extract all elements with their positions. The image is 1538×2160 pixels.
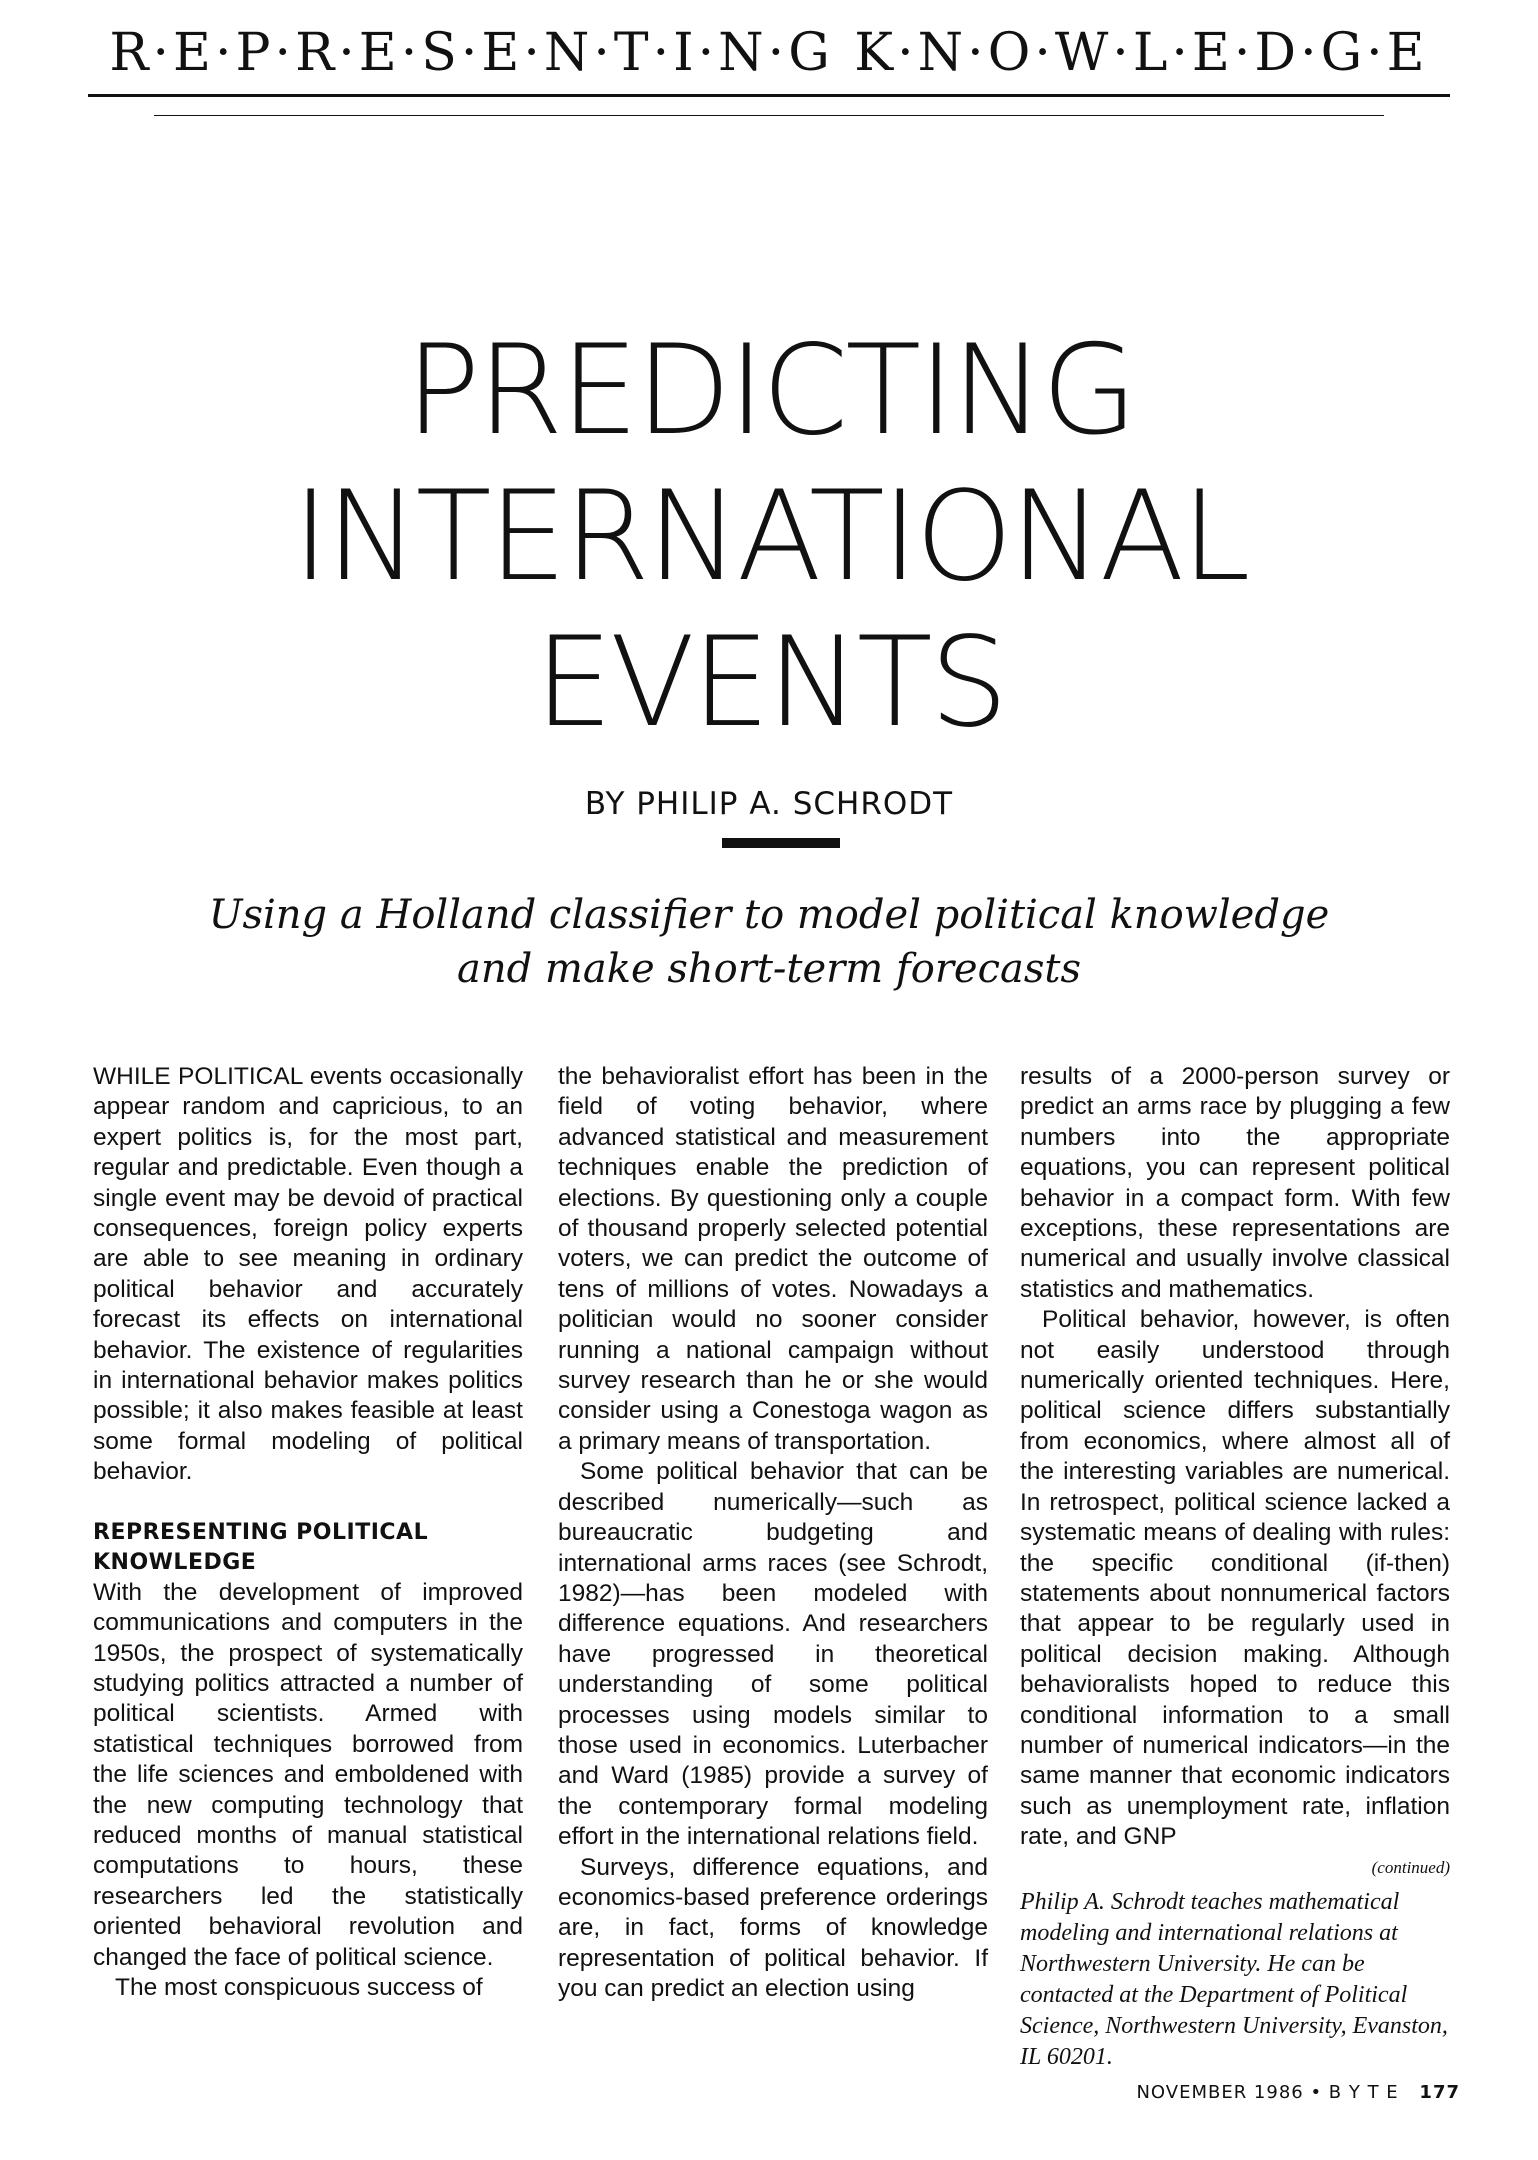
issue-label: NOVEMBER 1986 • B Y T E — [1136, 2082, 1399, 2103]
headline-line-3: EVENTS — [534, 611, 1006, 755]
paragraph: The most conspicuous success of — [115, 1973, 483, 2001]
paragraph: Political behavior, however, is often not easily understood through numerically oriented techniques. Here, political science differs substantially from economics, where almost all of the interesting variables are numerical. In retrospect, political science lacked a systematic means of dealing with rules: the specific conditional (if-then) statements about nonnumerical factors that appear to be regularly used in political decision making. Although behavioralists hoped to reduce this conditional information to a small number of numerical indicators—in the same manner that economic indicators such as unemployment rate, inflation rate, and GNP — [1020, 1306, 1450, 1851]
paragraph: Surveys, difference equations, and economics-based preference orderings are, in fact, forms of knowledge representation of political behavior. If you can predict an election using — [558, 1853, 988, 2003]
paragraph: results of a 2000-person survey or predict an arms race by plugging a few numbers into the appropriate equations, you can represent political behavior in a compact form. With few exceptions, these representations are numerical and usually involve classical statistics and mathematics. — [1020, 1063, 1450, 1303]
body-column-2 — [558, 1062, 988, 2005]
article-deck — [130, 888, 1408, 996]
continued-note: (continued) — [1371, 1857, 1450, 1877]
paragraph: With the development of improved communications and computers in the 1950s, the prospect of systematically studying politics attracted a number of political scientists. Armed with statistical techniques borrowed from the life sciences and emboldened with the new computing technology that reduced months of manual statistical computations to hours, these researchers led the statistically oriented behavioral revolution and changed the face of political science. — [93, 1578, 523, 1971]
body-column-3 — [1020, 1062, 1450, 2073]
header-rule-thin — [154, 115, 1384, 116]
headline-line-1: PREDICTING — [405, 319, 1135, 463]
paragraph: WHILE POLITICAL events occasionally appear random and capricious, to an expert politics is, for the most part, regular and predictable. Even though a single event may be devoid of practical consequences, foreign policy experts are able to see meaning in ordinary political behavior and accurately forecast its effects on international behavior. The existence of regularities in international behavior makes politics possible; it also makes feasible at least some formal modeling of political behavior. — [93, 1063, 523, 1486]
body-column-1 — [93, 1062, 523, 2003]
section-header — [88, 22, 1450, 116]
page-footer — [1136, 2082, 1460, 2103]
headline-line-2: INTERNATIONAL — [292, 465, 1248, 609]
paragraph: Some political behavior that can be described numerically—such as bureaucratic budgeting and international arms races (see Schrodt, 1982)—has been modeled with difference equations. And researchers have progressed in theoretical understanding of some political processes using models similar to those used in economics. Luterbacher and Ward (1985) provide a survey of the contemporary formal modeling effort in the international relations field. — [558, 1458, 988, 1851]
byline: BY PHILIP A. SCHRODT — [584, 786, 954, 822]
article-headline — [80, 318, 1460, 756]
paragraph: the behavioralist effort has been in the field of voting behavior, where advanced statistical and measurement techniques enable the prediction of elections. By questioning only a couple of thousand properly selected potential voters, we can predict the outcome of tens of millions of votes. Nowadays a politician would no sooner consider running a national campaign without survey research than he or she would consider using a Conestoga wagon as a primary means of transportation. — [558, 1063, 988, 1455]
author-bio: Philip A. Schrodt teaches mathematical modeling and international relations at Northwestern University. He can be contacted at the Department of Political Science, Northwestern University, Evanston, IL 60201. — [1020, 1888, 1448, 2070]
deck-line-1: Using a Holland classifier to model political knowledge — [208, 892, 1330, 938]
page-number: 177 — [1419, 2082, 1460, 2103]
header-rule-thick — [88, 94, 1450, 97]
deck-line-2: and make short-term forecasts — [457, 946, 1081, 992]
byline-divider — [722, 838, 840, 848]
subhead: REPRESENTING POLITICAL KNOWLEDGE — [93, 1519, 429, 1575]
section-title: R·E·P·R·E·S·E·N·T·I·N·G K·N·O·W·L·E·D·G·E — [109, 23, 1429, 83]
